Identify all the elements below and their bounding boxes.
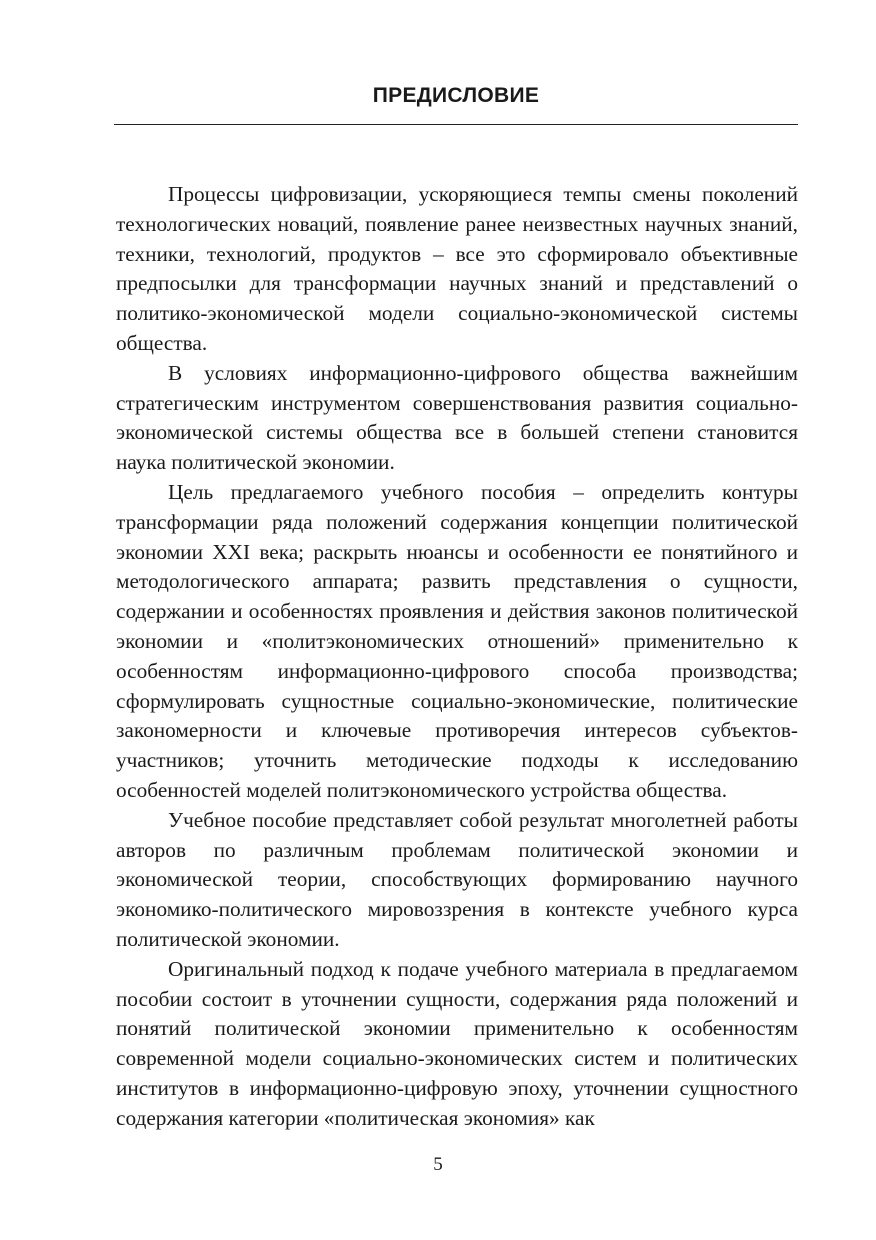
page-number: 5 xyxy=(433,1154,443,1175)
paragraph: Оригинальный подход к подаче учебного материала в предлагаемом пособии состоит в уточнении сущности, содержания ряда положений и понятий политической экономии применительно к особенностям современной модели социально-экономических систем и политических институтов в информационно-цифровую эпоху, уточнении сущностного содержания категории «политическая экономия» как xyxy=(116,956,798,1130)
heading-rule xyxy=(114,124,798,125)
paragraph: В условиях информационно-цифрового общества важнейшим стратегическим инструментом совершенствования развития социально-экономической системы общества все в большей степени становится наука политической экономии. xyxy=(116,360,798,475)
body-text xyxy=(116,180,798,1134)
section-heading: ПРЕДИСЛОВИЕ xyxy=(372,84,540,107)
paragraph: Учебное пособие представляет собой результат многолетней работы авторов по различным проблемам политической экономии и экономической теории, способствующих формированию научного экономико-политического мировоззрения в контексте учебного курса политической экономии. xyxy=(116,807,798,951)
paragraph: Цель предлагаемого учебного пособия – определить контуры трансформации ряда положений содержания концепции политической экономии XXI века; раскрыть нюансы и особенности ее понятийного и методологического аппарата; развить представления о сущности, содержании и особенностях проявления и действия законов политической экономии и «политэкономических отношений» применительно к особенностям информационно-цифрового способа производства; сформулировать сущностные социально-экономические, политические закономерности и ключевые противоречия интересов субъектов-участников; уточнить методические подходы к исследованию особенностей моделей политэкономического устройства общества. xyxy=(116,479,798,802)
paragraph: Процессы цифровизации, ускоряющиеся темпы смены поколений технологических новаций, появление ранее неизвестных научных знаний, техники, технологий, продуктов – все это сформировало объективные предпосылки для трансформации научных знаний и представлений о политико-экономической модели социально-экономической системы общества. xyxy=(116,182,798,355)
